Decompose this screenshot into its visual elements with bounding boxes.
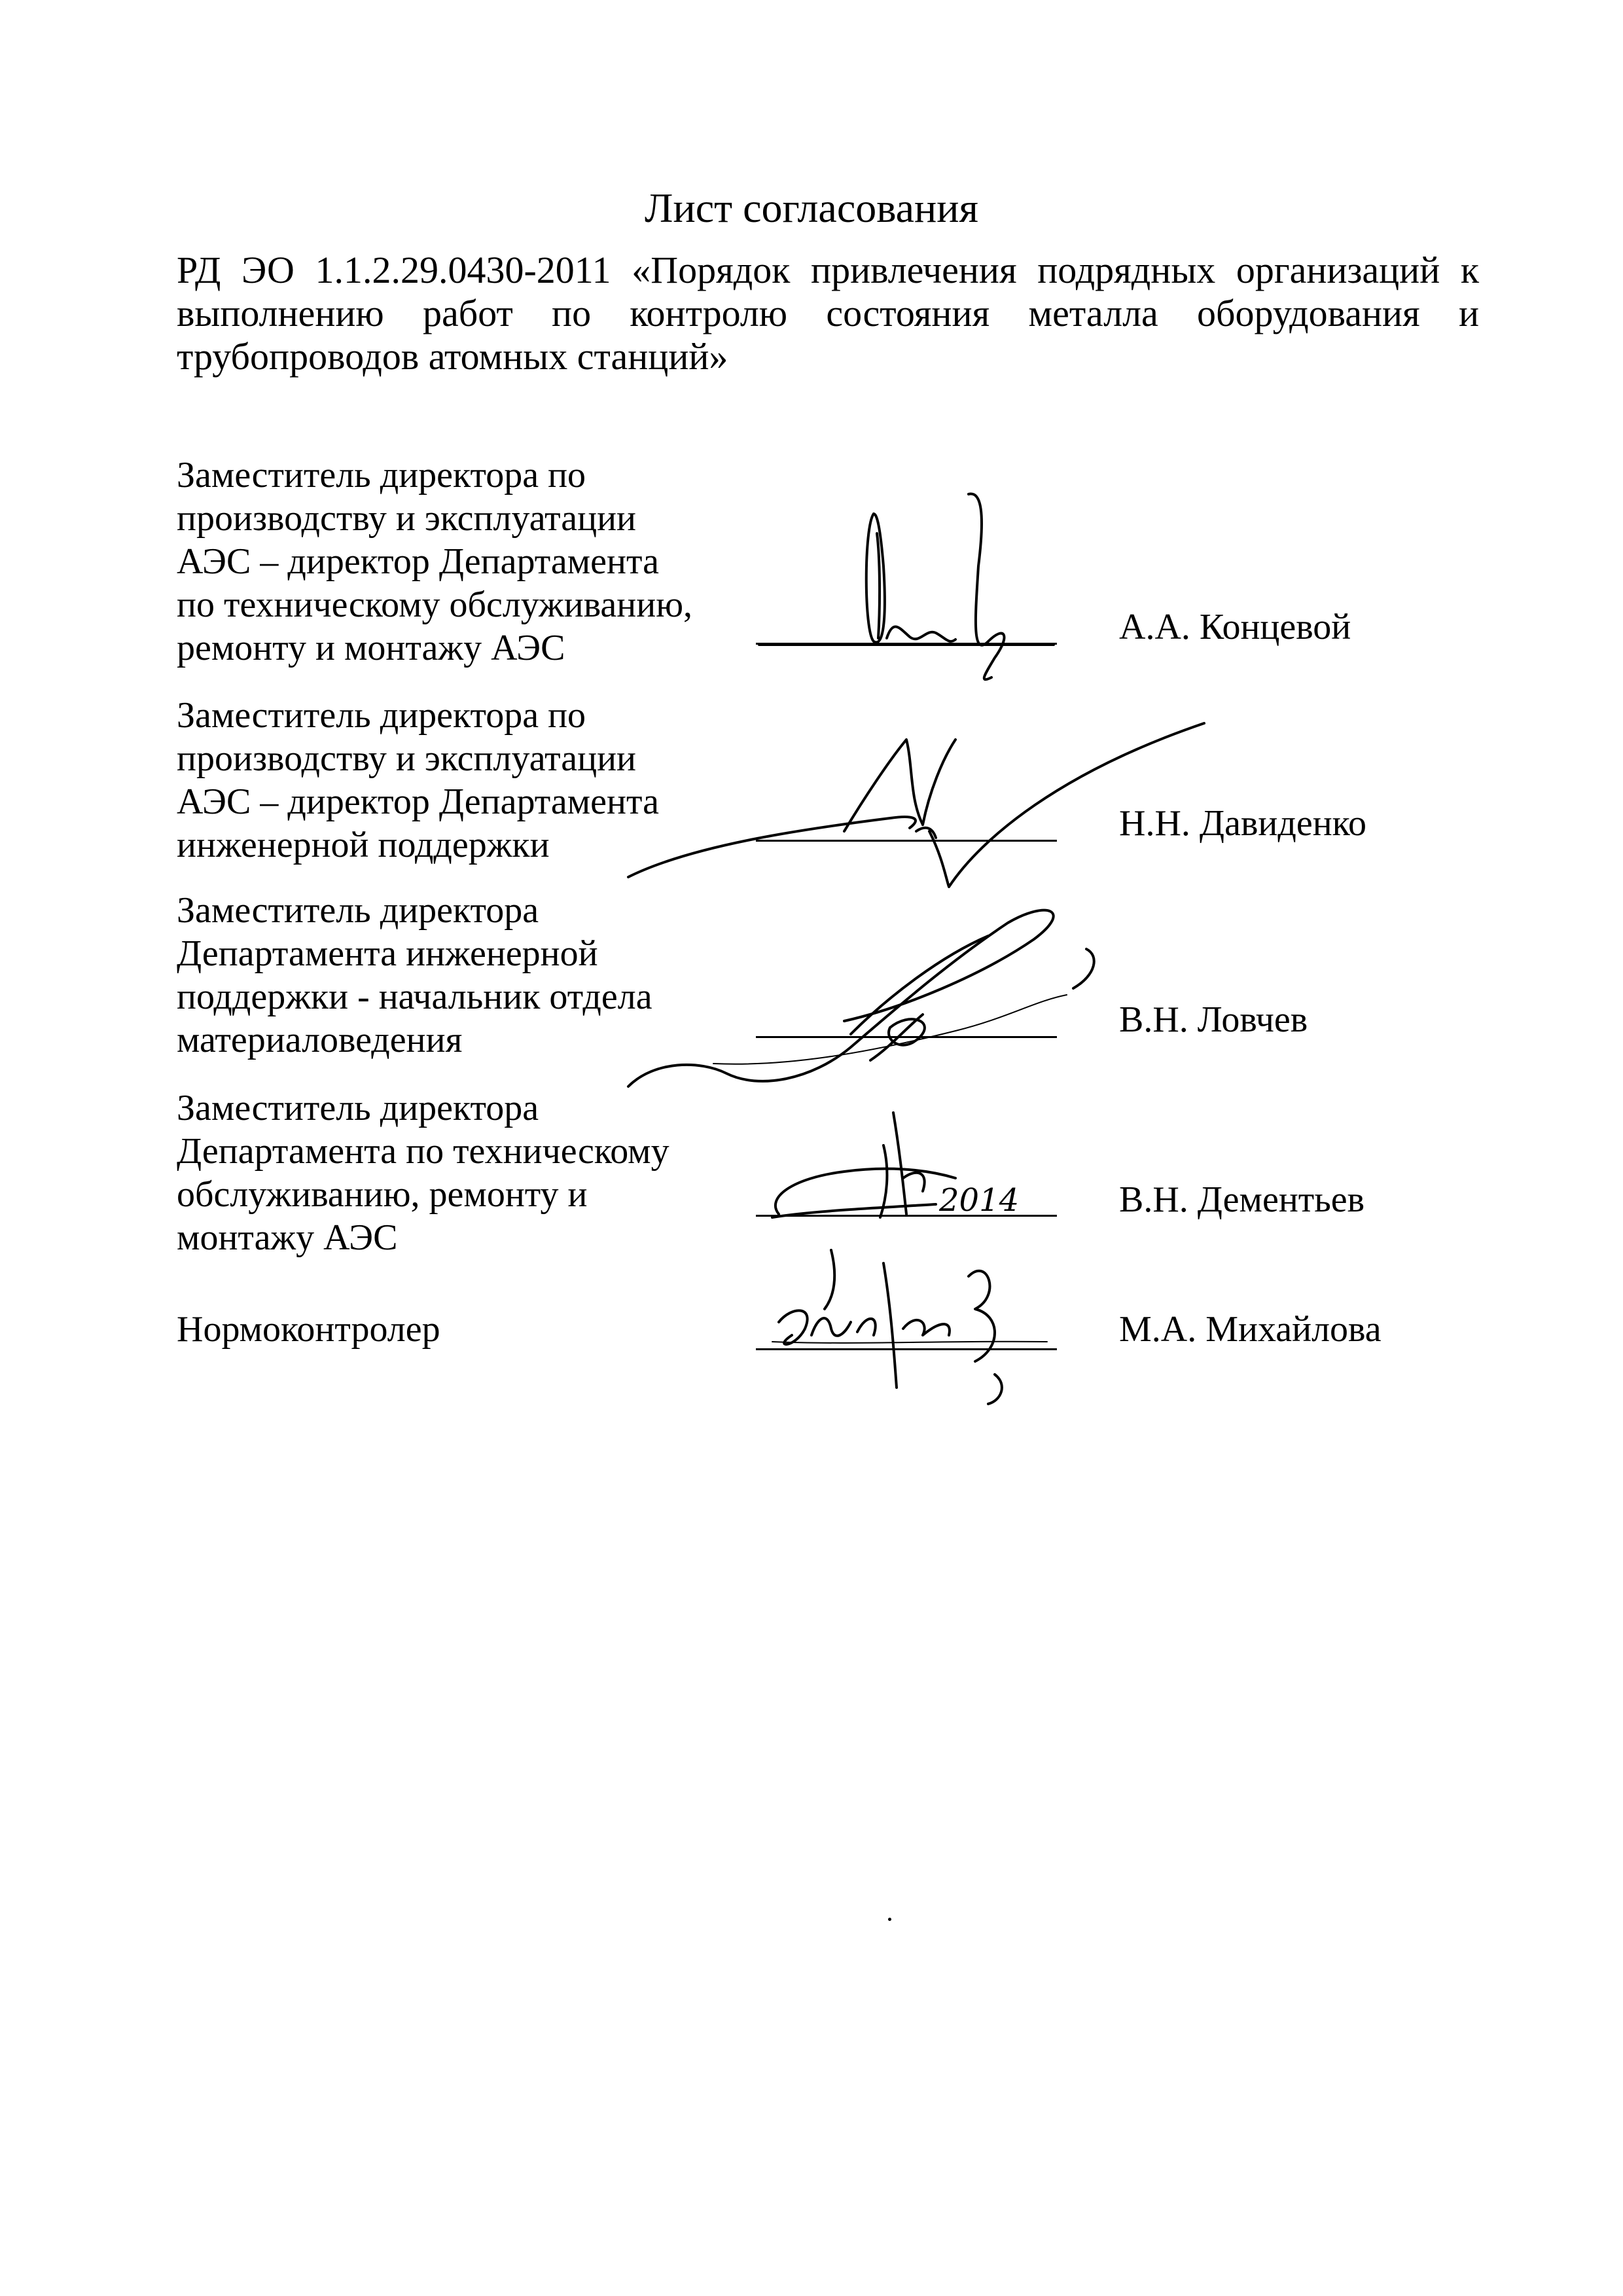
handwritten-signature	[615, 713, 1204, 910]
signer-position: Заместитель директора по производству и эксплуатации АЭС – директор Департамента инженерной поддержки	[177, 695, 659, 865]
handwritten-signature	[753, 1106, 1060, 1250]
handwritten-signature	[753, 1237, 1054, 1407]
signature-line	[756, 1215, 1057, 1217]
handwritten-signature	[615, 890, 1113, 1106]
signer-position: Нормоконтролер	[177, 1309, 440, 1350]
signature-line	[756, 1036, 1057, 1038]
signer-name: В.Н. Ловчев	[1119, 999, 1308, 1040]
handwritten-signature	[753, 488, 1080, 697]
stray-mark	[888, 1918, 891, 1921]
signer-name: М.А. Михайлова	[1119, 1309, 1382, 1350]
document-subject: РД ЭО 1.1.2.29.0430-2011 «Порядок привлечения подрядных организаций к выполнению работ по контролю состояния металла оборудования и трубопроводов атомных станций»	[177, 249, 1479, 378]
signature-line	[756, 1348, 1057, 1350]
document-title: Лист согласования	[645, 185, 978, 231]
signature-line	[756, 643, 1057, 645]
signer-name: В.Н. Дементьев	[1119, 1179, 1365, 1220]
signature-line	[756, 840, 1057, 842]
signature-note: 2014	[939, 1182, 1020, 1219]
signer-name: Н.Н. Давиденко	[1119, 803, 1367, 844]
signer-position: Заместитель директора Департамента по техническому обслуживанию, ремонту и монтажу АЭС	[177, 1088, 669, 1258]
signer-position: Заместитель директора Департамента инженерной поддержки - начальник отдела материаловедения	[177, 890, 652, 1060]
signer-name: А.А. Концевой	[1119, 607, 1351, 647]
signer-position: Заместитель директора по производству и эксплуатации АЭС – директор Департамента по техническому обслуживанию, ремонту и монтажу АЭС	[177, 455, 693, 668]
